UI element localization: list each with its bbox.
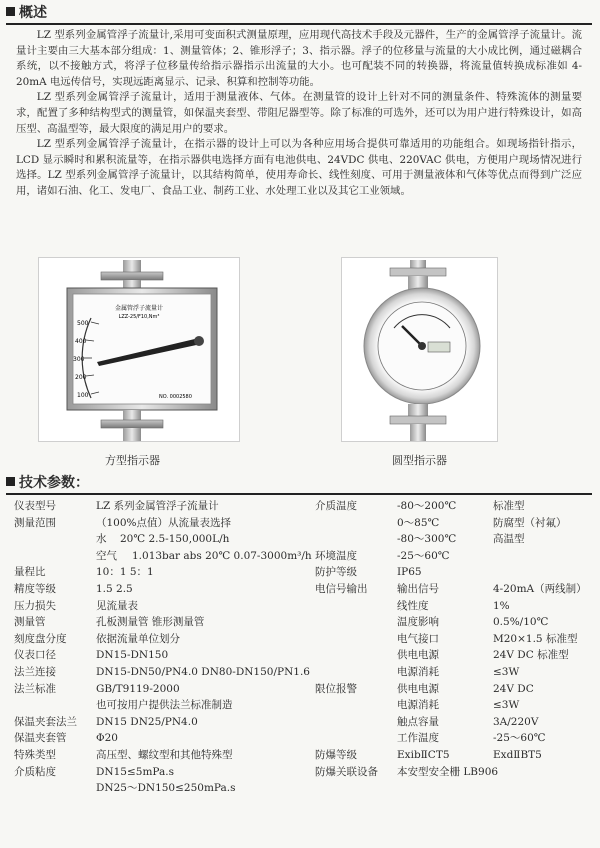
- spec-value: 也可按用户提供法兰标准制造: [96, 699, 233, 712]
- spec-row: [14, 697, 314, 714]
- spec-row: [315, 681, 600, 698]
- spec-value: ExibⅡCT5: [397, 748, 450, 761]
- square-indicator-photo: [38, 257, 240, 442]
- spec-label: 测量管: [14, 616, 46, 629]
- spec-row: [14, 747, 314, 764]
- spec-note: -25～60℃: [493, 732, 546, 745]
- spec-row: [315, 747, 600, 764]
- spec-note: 24V DC 标准型: [493, 649, 569, 662]
- spec-row: [315, 564, 600, 581]
- spec-note: 24V DC: [493, 682, 534, 695]
- spec-value: 供电电源: [397, 649, 439, 662]
- spec-label: 量程比: [14, 566, 46, 579]
- spec-table-right: [315, 498, 600, 780]
- spec-row: [315, 614, 600, 631]
- dial-model: LZZ-25/F10,Nm³: [118, 314, 160, 320]
- spec-row: [14, 531, 314, 548]
- spec-label: 保温夹套法兰: [14, 715, 77, 728]
- spec-value: LZ 系列金属管浮子流量计: [96, 500, 219, 512]
- spec-row: [14, 714, 314, 731]
- spec-label: 防爆关联设备: [315, 765, 378, 778]
- spec-label: 仪表口径: [14, 649, 56, 662]
- spec-value: 高压型、螺纹型和其他特殊型: [96, 748, 233, 761]
- spec-value: 1.5 2.5: [96, 582, 133, 595]
- spec-row: [14, 614, 314, 631]
- spec-value: DN25～DN150≤250mPa.s: [96, 782, 236, 795]
- spec-row: [14, 780, 314, 797]
- spec-row: [315, 647, 600, 664]
- spec-row: [315, 730, 600, 747]
- spec-value: 1.013bar abs 20℃ 0.07-3000m³/h: [132, 549, 312, 562]
- scale-label: 300: [73, 356, 85, 363]
- spec-label: 介质粘度: [14, 765, 56, 778]
- spec-note: 标准型: [493, 500, 525, 512]
- spec-value: IP65: [397, 566, 422, 579]
- spec-row: [14, 681, 314, 698]
- overview-paragraph: LZ 型系列金属管浮子流量计，在指示器的设计上可以为各种应用场合提供可靠适用的功能组合。如现场指针指示，LCD 显示瞬时和累积流量等，在指示器供电选择方面有电池供电、24VDC 供电、220VAC 供电，方便用户现场情况进行选择。LZ 型系列金属管浮子流量计，以其结构简单，使用寿命长、线性刻度、可用于测量液体和气体等优点而得到广泛应用，诸如石油、化工、发电厂、食品工业、制药工业、水处理工业以及其它工业领域。: [16, 138, 582, 197]
- spec-label: 压力损失: [14, 599, 56, 612]
- overview-paragraph: LZ 型系列金属管浮子流量计，适用于测量液体、气体。在测量管的设计上针对不同的测量条件、特殊流体的测量要求，配置了多种结构型式的测量管，如保温夹套型、带阻尼器型等。除了标准的可选外，还可以为用户进行特殊设计，如高压型、高温型等，最大限度的满足用户的要求。: [16, 91, 582, 135]
- dial-serial: NO. 0002580: [159, 394, 192, 400]
- round-indicator-illustration: [342, 258, 497, 441]
- spec-row: [14, 515, 314, 532]
- spec-value: -25～60℃: [397, 549, 450, 562]
- spec-row: [315, 531, 600, 548]
- spec-value: 依据流量单位划分: [96, 632, 180, 645]
- spec-row: [315, 548, 600, 565]
- spec-row: [315, 764, 600, 781]
- spec-label: 刻度盘分度: [14, 632, 67, 645]
- spec-sub-label: 水: [96, 533, 107, 546]
- spec-value: 0～85℃: [397, 516, 440, 529]
- spec-note: ExdⅡBT5: [493, 748, 542, 761]
- spec-label: 测量范围: [14, 516, 56, 529]
- spec-value: DN15-DN50/PN4.0 DN80-DN150/PN1.6: [96, 665, 310, 678]
- spec-label: 保温夹套管: [14, 732, 67, 745]
- spec-value: 线性度: [397, 599, 429, 612]
- spec-label: 法兰连接: [14, 665, 56, 678]
- scale-label: 400: [75, 338, 87, 345]
- spec-value: Φ20: [96, 732, 118, 745]
- spec-row: [14, 598, 314, 615]
- spec-row: [14, 631, 314, 648]
- spec-value: 电源消耗: [397, 665, 439, 678]
- spec-note: ≤3W: [493, 665, 520, 678]
- scale-label: 500: [77, 320, 89, 327]
- spec-row: [14, 647, 314, 664]
- spec-label: 环境温度: [315, 549, 357, 562]
- spec-label: 特殊类型: [14, 748, 56, 761]
- spec-label: 限位报警: [315, 682, 357, 695]
- spec-row: [315, 697, 600, 714]
- round-indicator-photo: [341, 257, 498, 442]
- spec-note: 3A/220V: [493, 715, 539, 728]
- spec-label: 精度等级: [14, 582, 56, 595]
- spec-value: 本安型安全栅 LB906: [397, 765, 499, 778]
- scale-label: 100: [77, 392, 89, 399]
- spec-value: 触点容量: [397, 715, 439, 728]
- dial-title: 金属管浮子流量计: [114, 305, 164, 312]
- spec-note: 高温型: [493, 533, 525, 546]
- spec-value: 10：1 5：1: [96, 566, 154, 579]
- spec-row: [14, 548, 314, 565]
- spec-label: 仪表型号: [14, 500, 56, 512]
- spec-value: DN15 DN25/PN4.0: [96, 715, 198, 728]
- spec-value: DN15≤5mPa.s: [96, 765, 174, 778]
- round-indicator-caption: 圆型指示器: [392, 454, 447, 467]
- spec-value: -80～200℃: [397, 500, 457, 512]
- spec-label: 介质温度: [315, 500, 357, 512]
- overview-paragraph: LZ 型系列金属管浮子流量计,采用可变面积式测量原理，应用现代高技术手段及元器件，生产的金属管浮子流量计。流量计主要由三大基本部分组成：1、测量管体；2、锥形浮子；3、指示器。浮子的位移量与流量的大小成比例，通过磁耦合系统，以不接触方式，将浮子位移量传给指示器指示出流量的大小。也可配装不同的转换器，将流量值转换成标准如 4-20mA 电远传信号，实现远距离显示、记录、积算和控制等功能。: [16, 29, 582, 88]
- overview-heading: 概述: [6, 4, 592, 25]
- square-indicator-caption: 方型指示器: [105, 454, 160, 467]
- spec-row: [14, 730, 314, 747]
- spec-value: 输出信号: [397, 582, 439, 595]
- spec-row: [14, 581, 314, 598]
- spec-row: [315, 515, 600, 532]
- spec-value: （100%点值）从流量表选择: [96, 516, 232, 529]
- spec-row: [14, 664, 314, 681]
- spec-row: [315, 631, 600, 648]
- spec-label: 防护等级: [315, 566, 357, 579]
- spec-value: 工作温度: [397, 732, 439, 745]
- spec-row: [14, 498, 314, 515]
- spec-note: ≤3W: [493, 699, 520, 712]
- spec-row: [315, 664, 600, 681]
- spec-value: 电气接口: [397, 632, 439, 645]
- spec-value: 温度影响: [397, 616, 439, 629]
- spec-label: 法兰标准: [14, 682, 56, 695]
- spec-value: 20℃ 2.5-150,000L/h: [120, 533, 230, 546]
- spec-note: M20×1.5 标准型: [493, 632, 578, 645]
- spec-note: 防腐型（衬氟）: [493, 516, 567, 529]
- spec-row: [14, 764, 314, 781]
- overview-text: [16, 28, 582, 200]
- scale-label: 200: [75, 374, 87, 381]
- spec-note: 0.5%/10℃: [493, 616, 549, 629]
- spec-value: 孔板测量管 锥形测量管: [96, 616, 205, 629]
- spec-sub-label: 空气: [96, 549, 117, 562]
- square-indicator-illustration: [39, 258, 239, 441]
- spec-value: GB/T9119-2000: [96, 682, 180, 695]
- spec-value: 见流量表: [96, 599, 138, 612]
- spec-row: [315, 714, 600, 731]
- spec-note: 1%: [493, 599, 510, 612]
- spec-value: DN15-DN150: [96, 649, 169, 662]
- spec-row: [315, 498, 600, 515]
- specs-heading: 技术参数：: [6, 474, 592, 495]
- spec-label: 防爆等级: [315, 748, 357, 761]
- spec-note: 4-20mA（两线制）: [493, 582, 587, 595]
- spec-label: 电信号输出: [315, 582, 368, 595]
- spec-row: [315, 598, 600, 615]
- spec-value: -80～300℃: [397, 533, 457, 546]
- spec-row: [14, 564, 314, 581]
- spec-table-left: [14, 498, 314, 797]
- spec-row: [315, 581, 600, 598]
- spec-value: 供电电源: [397, 682, 439, 695]
- spec-value: 电源消耗: [397, 699, 439, 712]
